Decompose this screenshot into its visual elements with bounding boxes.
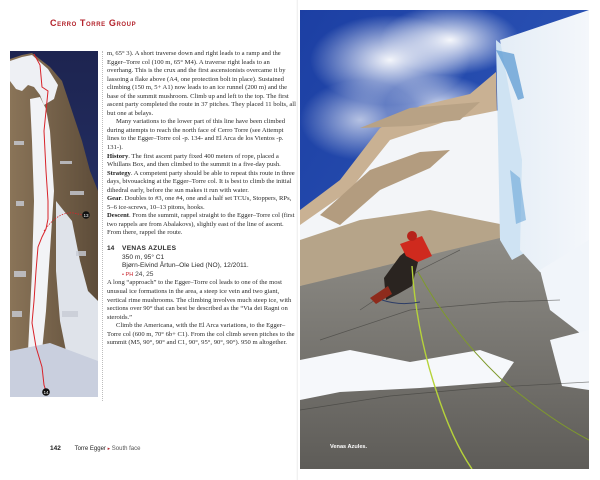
paragraph: m, 65° 3). A short traverse down and right leads to a ramp and the Egger–Torre col (100 m, 65° M4). A traverse right leads to an overhang. This is the crux and the first ascensionists overcame it by lassoing a flake above (A4, one protection bolt in place). Sustained climbing (150 m, 5+ A1) now leads to an ice runnel (200 m) and the base of the summit mushroom. Climb up and left to the top. The first ascent party completed the route in 37 pitches. They placed 11 bolts, all but one at belays. xyxy=(107,50,296,117)
photo-reference-pages: 24, 25 xyxy=(135,270,154,278)
climber-photo xyxy=(300,10,589,469)
photo-caption: Venas Azules. xyxy=(330,444,368,450)
running-head: Cerro Torre Group xyxy=(50,18,137,28)
gear-label: Gear xyxy=(107,195,122,203)
gear-paragraph xyxy=(107,195,297,212)
strategy-label: Strategy xyxy=(107,169,131,177)
footer-separator-icon: ▸ xyxy=(107,446,111,452)
paragraph: Many variations to the lower part of this line have been climbed during attempts to reach the north face of Cerro Torre (see Attempt lines to the Egger–Torre col -p. 134- and El Arca de los Vientos -p. 131-). xyxy=(107,118,286,152)
route-first-ascent: Bjørn-Eivind Årtun–Ole Lied (NO), 12/2011. xyxy=(122,262,249,270)
descent-text: . From the summit, rappel straight to the Egger–Torre col (first two rappels are from Abalakovs), slightly east of the line of ascent. From there, rappel the route. xyxy=(107,212,295,237)
route-paragraph: Climb the Americana, with the El Arca variations, to the Egger–Torre col (600 m, 70° 6b+ C1). From the col climb seven pitches to the summit (M5, 90°, 90° and C1, 90°, 95°, 90°, 90°). 950 m altogether. xyxy=(107,322,295,347)
photo-reference-label: • PH xyxy=(122,271,134,278)
route-grade: 350 m, 95° C1 xyxy=(122,253,165,261)
left-page xyxy=(0,0,298,480)
history-paragraph xyxy=(107,153,297,170)
topo-photo xyxy=(10,51,98,397)
gear-text: . Doubles to #3, one #4, one and a half set TCUs, Stoppers, RPs, 5–6 ice-screws, 10–13 pitons, hooks. xyxy=(107,195,292,211)
strategy-paragraph xyxy=(107,170,297,196)
page-footer xyxy=(50,445,140,452)
strategy-text: . A competent party should be able to repeat this route in three days, bivouacking at the Egger–Torre col. It is best to climb the initial dihedral early, before the sun makes it run with water. xyxy=(107,169,295,194)
route-marker-14-label: 14 xyxy=(43,390,49,396)
photo-reference xyxy=(107,271,297,280)
history-text: . The first ascent party fixed 400 meters of rope, placed a Whillans Box, and then climbed to the summit in a five-day push. xyxy=(107,152,281,169)
route-name: VENAS AZULES xyxy=(122,245,177,253)
column-rule xyxy=(102,51,103,401)
route-paragraph: A long “approach” to the Egger–Torre col leads to one of the most unusual ice formations in the area, a steep ice vein and two giant, vertical rime mushrooms. The climbing involves much steep ice, with sections over 90° that can best be described as the “Via dei Ragni on steroids.” xyxy=(107,279,292,321)
route-number: 14 xyxy=(107,245,115,253)
descent-label: Descent xyxy=(107,212,129,220)
route-marker-13-label: 13 xyxy=(83,213,89,219)
route-entry xyxy=(107,245,297,279)
footer-subsection: South face xyxy=(111,446,141,452)
body-text-column xyxy=(107,50,297,348)
descent-paragraph xyxy=(107,212,297,238)
footer-section: Torre Egger xyxy=(74,446,106,452)
history-label: History xyxy=(107,152,129,160)
page-number: 142 xyxy=(50,445,61,452)
